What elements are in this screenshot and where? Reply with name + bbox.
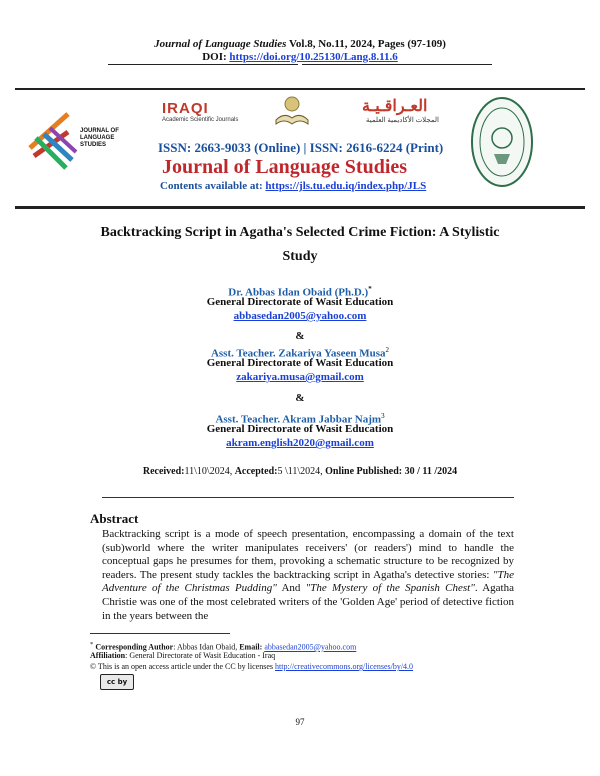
header-rule-left: [108, 64, 298, 65]
footnote-email[interactable]: abbasedan2005@yahoo.com: [264, 642, 357, 652]
license-link[interactable]: http://creativecommons.org/licenses/by/4.0: [275, 662, 414, 671]
journal-volume: Vol.8, No.11, 2024, Pages (97-109): [286, 38, 446, 50]
arabic-subtitle: المجلات الأكاديمية العلمية: [366, 116, 439, 124]
paper-title: Backtracking Script in Agatha's Selected Crime Fiction: A Stylistic Study: [100, 225, 500, 264]
story-title-2: "The Mystery of the Spanish Chest": [305, 582, 475, 595]
footnote-affiliation: Affiliation: General Directorate of Wasit Education - Iraq: [90, 651, 276, 660]
contents-link[interactable]: https://jls.tu.edu.iq/index.php/JLS: [265, 180, 427, 192]
author-3-email[interactable]: akram.english2020@gmail.com: [226, 437, 374, 449]
dates-line: [0, 466, 600, 477]
arabic-title: العـراقـيـة: [362, 98, 428, 115]
section-divider: [102, 497, 514, 498]
journal-logo-text: JOURNAL OF LANGUAGE STUDIES: [80, 128, 119, 148]
author-1-affiliation: General Directorate of Wasit Education: [206, 296, 394, 308]
iraqi-logo-sub: Academic Scientific Journals: [162, 117, 239, 123]
author-2-name: Asst. Teacher. Zakariya Yaseen Musa$^2$: [210, 346, 390, 360]
ampersand-1: &: [295, 330, 305, 342]
contents-label: Contents available at:: [160, 180, 263, 192]
author-1-mark: *: [368, 285, 372, 293]
cc-by-badge[interactable]: [100, 674, 134, 690]
story-title-1: "The Adventure of the Christmas Pudding": [102, 568, 514, 595]
author-1-email-row: [0, 309, 600, 323]
author-1-name: Dr. Abbas Idan Obaid (Ph.D.)*: [228, 285, 372, 299]
footnote-rule: [90, 633, 230, 634]
author-3-affiliation: General Directorate of Wasit Education: [206, 423, 394, 435]
abstract-text: Backtracking script is a mode of speech presentation, encompassing a domain of the text (sub)world where the writer manipulates receivers' (or readers') mind to handle the conceptual gaps he presumes for them, provoking a schematic structure to be recognized by readers. The present study tackles the backtracking script in Agatha's detective stories: "The Adventure of the Christmas Pudding" And "The Mystery of the Spanish Chest". Agatha Christie was one of the most celebrated writers of the 'Golden Age' period of detective fiction in the years between the: [102, 528, 514, 622]
doi-link[interactable]: https://doi.org/10.25130/Lang.8.11.6: [229, 51, 398, 63]
author-2-email[interactable]: zakariya.musa@gmail.com: [236, 371, 364, 383]
university-seal: [470, 94, 534, 190]
accepted-label: Accepted:: [234, 466, 278, 477]
banner-top-rule: [15, 88, 585, 90]
abstract-heading: Abstract: [90, 511, 139, 526]
journal-citation: [0, 38, 600, 50]
author-1-email[interactable]: abbasedan2005@yahoo.com: [233, 310, 367, 322]
ampersand-2: &: [295, 392, 305, 404]
page-number: 97: [295, 717, 305, 727]
author-2-email-row: [0, 370, 600, 384]
cc-badge-label: cc by: [106, 678, 128, 686]
footnote-corresponding: * Corresponding Author: Abbas Idan Obaid, Email: abbasedan2005@yahoo.com: [90, 641, 357, 652]
banner-bottom-rule: [15, 206, 585, 209]
doi-label: DOI:: [202, 51, 230, 63]
issn-line: ISSN: 2663-9033 (Online) | ISSN: 2616-6224 (Print): [158, 140, 444, 155]
contents-line: [160, 180, 426, 192]
author-2-mark: 2: [385, 346, 390, 354]
doi-line: [0, 51, 600, 63]
author-2-affiliation: General Directorate of Wasit Education: [206, 357, 394, 369]
accepted-date: 5 \11\2024,: [277, 466, 326, 477]
book-emblem-icon: [272, 94, 312, 128]
iraqi-logo: IRAQI: [162, 100, 209, 117]
header-rule-right: [302, 64, 492, 65]
footnote-mark: *: [90, 641, 94, 648]
journal-title: Journal of Language Studies: [162, 156, 408, 178]
received-label: Received:: [142, 466, 185, 477]
author-3-email-row: [0, 436, 600, 450]
author-3-name: Asst. Teacher. Akram Jabbar Najm$^3$: [215, 412, 385, 426]
footnote-license: © This is an open access article under the CC by licenses http://creativecommons.org/licenses/by/4.0: [90, 662, 414, 671]
received-date: 11\10\2024,: [184, 466, 235, 477]
author-3-mark: 3: [381, 412, 385, 420]
journal-name: Journal of Language Studies: [154, 38, 287, 50]
published-date: Online Published: 30 / 11 /2024: [325, 466, 458, 477]
